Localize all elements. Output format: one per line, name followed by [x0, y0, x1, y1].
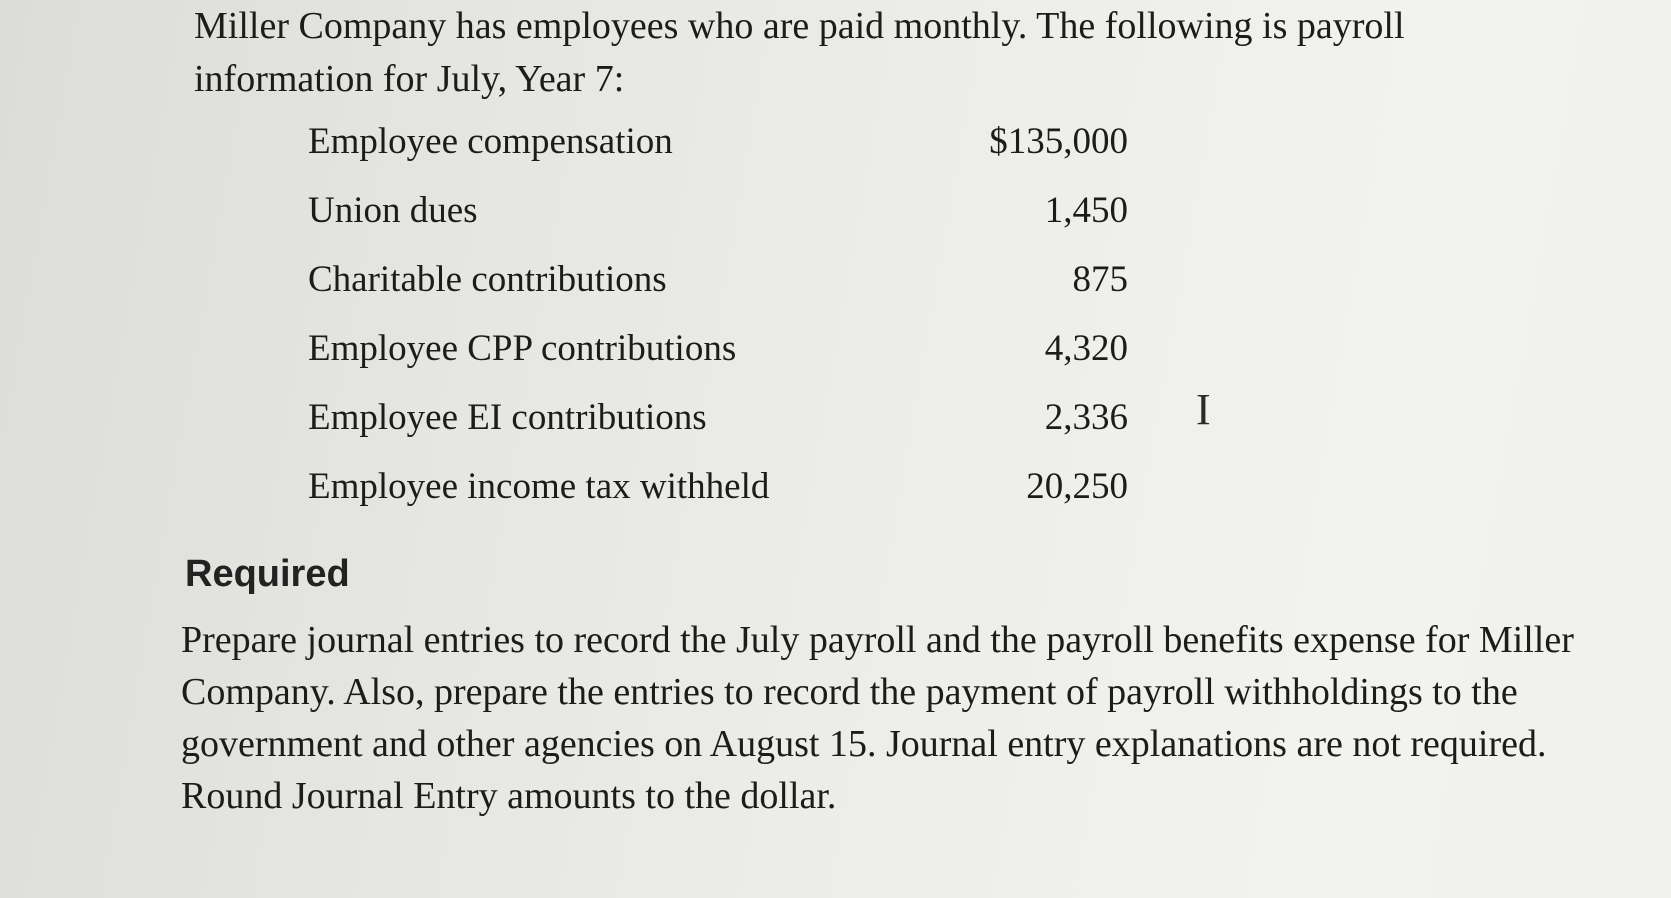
- payroll-item-label: Employee income tax withheld: [308, 466, 770, 507]
- payroll-item-amount: 1,450: [1044, 190, 1128, 231]
- payroll-row: [308, 388, 1128, 457]
- payroll-item-label: Employee EI contributions: [308, 397, 707, 438]
- payroll-item-label: Employee compensation: [308, 121, 673, 162]
- payroll-row: [308, 457, 1128, 526]
- payroll-info-table: [308, 112, 1128, 526]
- payroll-item-amount: $135,000: [989, 121, 1128, 162]
- payroll-row: [308, 250, 1128, 319]
- payroll-item-amount: 4,320: [1044, 328, 1128, 369]
- payroll-item-amount: 2,336: [1044, 397, 1128, 438]
- required-heading: Required: [185, 553, 350, 595]
- required-instructions: Prepare journal entries to record the July payroll and the payroll benefits expense for Miller Company. Also, prepare the entries to record the payment of payroll withholdings to the government and other agencies on August 15. Journal entry explanations are not required. Round Journal Entry amounts to the dollar.: [181, 619, 1574, 817]
- payroll-row: [308, 319, 1128, 388]
- payroll-row: [308, 181, 1128, 250]
- text-cursor-icon: I: [1196, 385, 1211, 434]
- payroll-item-amount: 20,250: [1026, 466, 1128, 507]
- payroll-row: [308, 112, 1128, 181]
- payroll-item-label: Charitable contributions: [308, 259, 667, 300]
- payroll-item-amount: 875: [1072, 259, 1128, 300]
- payroll-item-label: Employee CPP contributions: [308, 328, 737, 369]
- payroll-item-label: Union dues: [308, 190, 478, 231]
- problem-intro: Miller Company has employees who are paid monthly. The following is payroll information for July, Year 7:: [194, 5, 1405, 100]
